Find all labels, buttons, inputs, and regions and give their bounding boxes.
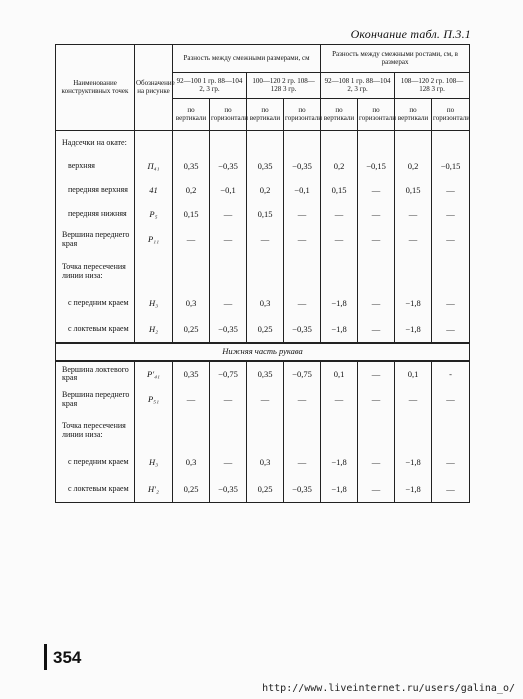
cell-value: −0,35 <box>284 155 321 179</box>
cell-value: — <box>432 203 470 227</box>
row-name: с локтевым краем <box>56 477 135 503</box>
cell-value <box>173 253 210 291</box>
cell-value: — <box>432 449 470 477</box>
row-symbol: Р₅₁ <box>135 387 173 413</box>
cell-value: — <box>395 203 432 227</box>
table-row <box>56 477 470 503</box>
row-symbol <box>135 413 173 449</box>
cell-value: — <box>210 203 247 227</box>
row-name: с передним краем <box>56 291 135 317</box>
cell-value <box>247 413 284 449</box>
cell-value <box>247 253 284 291</box>
cell-value: −1,8 <box>395 449 432 477</box>
cell-value: 0,15 <box>173 203 210 227</box>
row-name: Вершина переднего края <box>56 227 135 253</box>
row-name: Точка пересечения линии низа: <box>56 253 135 291</box>
row-symbol: 41 <box>135 179 173 203</box>
cell-value <box>210 131 247 155</box>
row-symbol: Н₃ <box>135 449 173 477</box>
cell-value <box>284 253 321 291</box>
table-row <box>56 203 470 227</box>
cell-value: — <box>247 387 284 413</box>
cell-value: - <box>432 361 470 387</box>
cell-value <box>284 131 321 155</box>
cell-value: 0,25 <box>247 317 284 343</box>
cell-value: — <box>358 179 395 203</box>
table-row <box>56 131 470 155</box>
cell-value: −1,8 <box>321 317 358 343</box>
cell-value: — <box>321 203 358 227</box>
section-title: Нижняя часть рукава <box>56 343 470 361</box>
table-row <box>56 361 470 387</box>
cell-value <box>432 131 470 155</box>
row-name: Вершина локтевого края <box>56 361 135 387</box>
row-name: с локтевым краем <box>56 317 135 343</box>
cell-value: — <box>284 203 321 227</box>
cell-value: — <box>210 227 247 253</box>
cell-value: −1,8 <box>321 477 358 503</box>
header-horiz: по горизонтали <box>358 99 395 131</box>
cell-value: −0,35 <box>284 317 321 343</box>
cell-value: — <box>395 387 432 413</box>
row-name: передняя нижняя <box>56 203 135 227</box>
cell-value: 0,3 <box>247 291 284 317</box>
cell-value: −1,8 <box>321 291 358 317</box>
cell-value: — <box>432 179 470 203</box>
header-heights-range-b: 108—120 2 гр. 108—128 3 гр. <box>395 73 470 99</box>
table-row <box>56 253 470 291</box>
cell-value: 0,25 <box>247 477 284 503</box>
cell-value <box>395 253 432 291</box>
table-row <box>56 317 470 343</box>
cell-value: — <box>247 227 284 253</box>
cell-value: — <box>358 203 395 227</box>
cell-value: — <box>358 449 395 477</box>
row-symbol: Н′₂ <box>135 477 173 503</box>
cell-value: −1,8 <box>395 317 432 343</box>
cell-value: −0,75 <box>210 361 247 387</box>
page-number: 354 <box>53 648 82 667</box>
cell-value <box>358 253 395 291</box>
cell-value: — <box>358 477 395 503</box>
header-vert: по вертикали <box>173 99 210 131</box>
cell-value: 0,1 <box>395 361 432 387</box>
cell-value: 0,2 <box>247 179 284 203</box>
cell-value <box>173 413 210 449</box>
cell-value: — <box>321 227 358 253</box>
header-sizes-group: Разность между смежными размерами, см <box>173 45 321 73</box>
cell-value: — <box>358 291 395 317</box>
cell-value: −0,15 <box>432 155 470 179</box>
cell-value: — <box>395 227 432 253</box>
header-heights-range-a: 92—108 1 гр. 88—104 2, 3 гр. <box>321 73 395 99</box>
row-symbol <box>135 131 173 155</box>
header-heights-group: Разность между смежными ростами, см, в размерах <box>321 45 470 73</box>
cell-value: 0,3 <box>173 449 210 477</box>
cell-value <box>173 131 210 155</box>
cell-value: 0,35 <box>247 155 284 179</box>
cell-value: — <box>210 291 247 317</box>
row-name: передняя верхняя <box>56 179 135 203</box>
cell-value <box>210 413 247 449</box>
cell-value <box>358 413 395 449</box>
cell-value: 0,35 <box>247 361 284 387</box>
cell-value: −0,35 <box>284 477 321 503</box>
cell-value: — <box>432 291 470 317</box>
table-row <box>56 227 470 253</box>
cell-value: — <box>284 227 321 253</box>
cell-value: — <box>210 387 247 413</box>
cell-value: −0,75 <box>284 361 321 387</box>
cell-value: — <box>321 387 358 413</box>
cell-value: — <box>358 317 395 343</box>
table-row <box>56 449 470 477</box>
cell-value: 0,15 <box>321 179 358 203</box>
row-name: с передним краем <box>56 449 135 477</box>
table-row <box>56 179 470 203</box>
cell-value <box>321 253 358 291</box>
header-horiz: по горизонтали <box>432 99 470 131</box>
cell-value: −0,35 <box>210 317 247 343</box>
row-name: Точка пересечения линии низа: <box>56 413 135 449</box>
cell-value: — <box>358 387 395 413</box>
cell-value: −1,8 <box>321 449 358 477</box>
header-symbol: Обозначение на рисунке <box>135 45 173 131</box>
row-symbol: Р₁₁ <box>135 227 173 253</box>
cell-value: 0,25 <box>173 317 210 343</box>
cell-value: 0,25 <box>173 477 210 503</box>
cell-value: 0,2 <box>321 155 358 179</box>
cell-value <box>284 413 321 449</box>
cell-value <box>395 413 432 449</box>
cell-value: — <box>432 317 470 343</box>
header-vert: по вертикали <box>395 99 432 131</box>
row-symbol: Н₂ <box>135 317 173 343</box>
cell-value: −0,1 <box>210 179 247 203</box>
source-url: http://www.liveinternet.ru/users/galina_o/ <box>262 683 515 694</box>
header-sizes-range-b: 100—120 2 гр. 108—128 3 гр. <box>247 73 321 99</box>
cell-value: — <box>284 291 321 317</box>
cell-value: — <box>284 387 321 413</box>
row-symbol <box>135 253 173 291</box>
table-row <box>56 387 470 413</box>
cell-value: — <box>358 361 395 387</box>
cell-value: 0,3 <box>173 291 210 317</box>
cell-value: — <box>173 387 210 413</box>
cell-value: −1,8 <box>395 291 432 317</box>
row-name: Надсечки на окате: <box>56 131 135 155</box>
measurements-table <box>55 44 470 503</box>
cell-value: −1,8 <box>395 477 432 503</box>
cell-value <box>395 131 432 155</box>
row-symbol: П₄₁ <box>135 155 173 179</box>
row-symbol: Н₃ <box>135 291 173 317</box>
cell-value <box>321 131 358 155</box>
cell-value: — <box>284 449 321 477</box>
cell-value: 0,2 <box>395 155 432 179</box>
header-sizes-range-a: 92—100 1 гр. 88—104 2, 3 гр. <box>173 73 247 99</box>
header-vert: по вертикали <box>321 99 358 131</box>
header-horiz: по горизонтали <box>284 99 321 131</box>
cell-value <box>247 131 284 155</box>
cell-value: — <box>432 387 470 413</box>
cell-value <box>358 131 395 155</box>
row-symbol: Р₅ <box>135 203 173 227</box>
cell-value: 0,3 <box>247 449 284 477</box>
cell-value: — <box>432 477 470 503</box>
table-row <box>56 155 470 179</box>
table-caption: Окончание табл. П.3.1 <box>350 27 471 41</box>
cell-value <box>432 413 470 449</box>
cell-value <box>432 253 470 291</box>
table-row <box>56 291 470 317</box>
row-name: верхняя <box>56 155 135 179</box>
cell-value: 0,15 <box>395 179 432 203</box>
cell-value: 0,35 <box>173 155 210 179</box>
table-row <box>56 413 470 449</box>
row-name: Вершина переднего края <box>56 387 135 413</box>
header-name: Наименование конструктивных точек <box>56 45 135 131</box>
cell-value <box>210 253 247 291</box>
cell-value: 0,2 <box>173 179 210 203</box>
cell-value: — <box>432 227 470 253</box>
cell-value: 0,1 <box>321 361 358 387</box>
header-horiz: по горизонтали <box>210 99 247 131</box>
row-symbol: Р′₄₁ <box>135 361 173 387</box>
cell-value: — <box>210 449 247 477</box>
cell-value: −0,15 <box>358 155 395 179</box>
cell-value: −0,35 <box>210 155 247 179</box>
cell-value: −0,1 <box>284 179 321 203</box>
cell-value: 0,35 <box>173 361 210 387</box>
cell-value: 0,15 <box>247 203 284 227</box>
cell-value: — <box>173 227 210 253</box>
cell-value <box>321 413 358 449</box>
header-vert: по вертикали <box>247 99 284 131</box>
cell-value: — <box>358 227 395 253</box>
page-margin-bar <box>44 644 47 670</box>
cell-value: −0,35 <box>210 477 247 503</box>
